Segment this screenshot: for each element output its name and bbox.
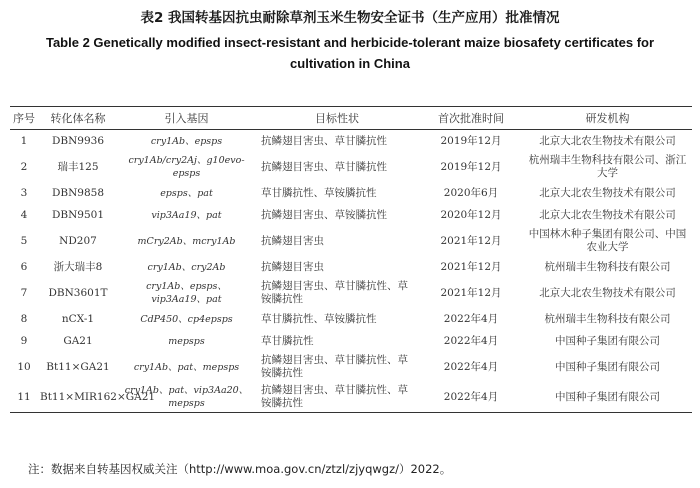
- cell-traits: 草甘膦抗性、草铵膦抗性: [261, 312, 377, 325]
- cell-no: 2: [20, 160, 28, 173]
- cell-no: 11: [10, 382, 38, 413]
- cell-traits: 抗鳞翅目害虫、草甘膦抗性、草铵膦抗性: [255, 382, 419, 413]
- cell-traits: 抗鳞翅目害虫: [261, 234, 324, 247]
- cell-developer: 北京大北农生物技术有限公司: [539, 186, 676, 199]
- header-target-traits: 目标性状: [255, 107, 419, 130]
- cell-no: 9: [20, 334, 28, 347]
- cell-no: 1: [20, 134, 28, 147]
- table-row: [10, 182, 692, 204]
- cell-event-name: DBN9858: [51, 186, 105, 199]
- cell-genes: cry1Ab/cry2Aj、g10evo-epsps: [128, 155, 245, 179]
- cell-developer: 中国种子集团有限公司: [555, 360, 660, 373]
- cell-event-name: DBN9501: [51, 208, 105, 221]
- cell-event-name: GA21: [63, 334, 93, 347]
- header-no: 序号: [10, 107, 38, 130]
- header-introduced-genes: 引入基因: [118, 107, 255, 130]
- source-note: 注：数据来自转基因权威关注（http://www.moa.gov.cn/ztzl/zjyqwgz/）2022。: [28, 462, 452, 476]
- cell-date: 2022年4月: [443, 312, 499, 325]
- cell-developer: 中国种子集团有限公司: [523, 382, 692, 413]
- cell-developer: 杭州瑞丰生物科技有限公司: [544, 312, 671, 325]
- cell-developer: 中国林木种子集团有限公司、中国农业大学: [528, 228, 687, 253]
- cell-event-name: 瑞丰125: [57, 160, 99, 173]
- table-row: [10, 330, 692, 352]
- cell-genes: vip3Aa19、pat: [151, 209, 222, 221]
- cell-date: 2021年12月: [440, 286, 502, 299]
- table-row: [10, 152, 692, 182]
- cell-traits: 抗鳞翅目害虫、草甘膦抗性、草铵膦抗性: [261, 354, 408, 379]
- cell-date: 2021年12月: [440, 260, 502, 273]
- table-title-chinese: 表2 我国转基因抗虫耐除草剂玉米生物安全证书（生产应用）批准情况: [140, 10, 560, 26]
- cell-developer: 北京大北农生物技术有限公司: [539, 208, 676, 221]
- table-row: [10, 130, 692, 153]
- cell-genes: mCry2Ab、mcry1Ab: [137, 235, 236, 247]
- cell-date: 2019年12月: [440, 160, 502, 173]
- table-header-row: [10, 107, 692, 130]
- header-developer: 研发机构: [523, 107, 692, 130]
- cell-developer: 杭州瑞丰生物科技有限公司: [544, 260, 671, 273]
- cell-genes: mepsps: [168, 335, 205, 347]
- cell-date: 2022年4月: [443, 360, 499, 373]
- cell-event-name: DBN9936: [51, 134, 105, 147]
- cell-traits: 抗鳞翅目害虫: [261, 260, 324, 273]
- cell-traits: 抗鳞翅目害虫、草甘膦抗性、草铵膦抗性: [261, 280, 408, 305]
- cell-traits: 抗鳞翅目害虫、草铵膦抗性: [261, 208, 387, 221]
- cell-event-name: nCX-1: [61, 312, 95, 325]
- cell-developer: 北京大北农生物技术有限公司: [539, 286, 676, 299]
- table-row: [10, 308, 692, 330]
- table-title-english: Table 2 Genetically modified insect-resistant and herbicide-tolerant maize biosafety certificates for cultivation in China: [45, 35, 655, 71]
- cell-date: 2020年6月: [443, 186, 499, 199]
- cell-no: 3: [20, 186, 28, 199]
- cell-genes: cry1Ab、pat、vip3Aa20、mepsps: [118, 382, 255, 413]
- cell-event-name: 浙大瑞丰8: [53, 260, 103, 273]
- cell-genes: epsps、pat: [160, 187, 213, 199]
- cell-no: 5: [20, 234, 28, 247]
- cell-no: 4: [20, 208, 28, 221]
- cell-event-name: Bt11×GA21: [46, 360, 110, 373]
- table-row: [10, 226, 692, 256]
- cell-event-name: Bt11×MIR162×GA21: [38, 382, 118, 413]
- table-row: [10, 278, 692, 308]
- cell-event-name: ND207: [59, 234, 97, 247]
- cell-date: 2020年12月: [440, 208, 502, 221]
- cell-traits: 抗鳞翅目害虫、草甘膦抗性: [261, 160, 387, 173]
- cell-developer: 中国种子集团有限公司: [555, 334, 660, 347]
- table-row: [10, 204, 692, 226]
- cell-traits: 抗鳞翅目害虫、草甘膦抗性: [261, 134, 387, 147]
- cell-no: 10: [17, 360, 31, 373]
- cell-developer: 北京大北农生物技术有限公司: [539, 134, 676, 147]
- cell-event-name: DBN3601T: [48, 286, 108, 299]
- cell-genes: cry1Ab、epsps、vip3Aa19、pat: [146, 281, 227, 305]
- biosafety-certificates-table: [10, 106, 692, 413]
- table-row: [10, 256, 692, 278]
- cell-traits: 草甘膦抗性: [261, 334, 314, 347]
- cell-date: 2019年12月: [440, 134, 502, 147]
- cell-date: 2021年12月: [440, 234, 502, 247]
- cell-genes: cry1Ab、pat、mepsps: [133, 361, 240, 373]
- cell-no: 7: [20, 286, 28, 299]
- cell-no: 6: [20, 260, 28, 273]
- header-first-approval-date: 首次批准时间: [419, 107, 523, 130]
- cell-genes: cry1Ab、epsps: [150, 135, 223, 147]
- cell-date: 2022年4月: [443, 334, 499, 347]
- cell-date: 2022年4月: [419, 382, 523, 413]
- cell-no: 8: [20, 312, 28, 325]
- cell-developer: 杭州瑞丰生物科技有限公司、浙江大学: [528, 154, 687, 179]
- cell-genes: cry1Ab、cry2Ab: [147, 261, 226, 273]
- table-row: [10, 352, 692, 382]
- header-event-name: 转化体名称: [38, 107, 118, 130]
- table-row: [10, 382, 692, 413]
- cell-genes: CdP450、cp4epsps: [140, 313, 233, 325]
- cell-traits: 草甘膦抗性、草铵膦抗性: [261, 186, 377, 199]
